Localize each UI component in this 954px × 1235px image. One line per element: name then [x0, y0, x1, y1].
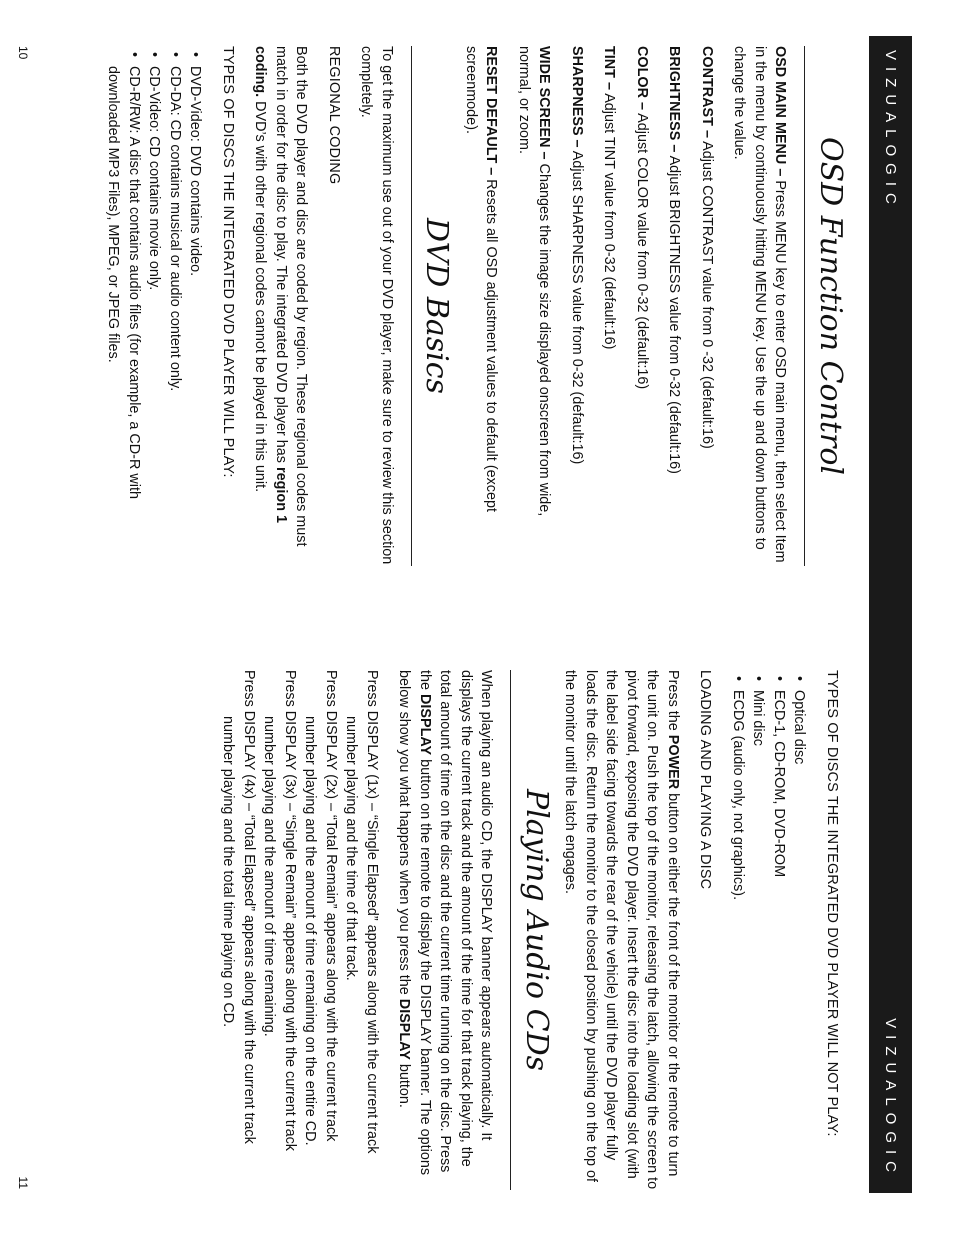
list-item: • CD-DA: CD contains musical or audio content only. [165, 66, 186, 566]
osd-item-brightness: BRIGHTNESS – Adjust BRIGHTNESS value from 0-32 (default:16) [666, 46, 683, 474]
left-page [0, 0, 954, 617]
loading-text: Press the POWER button on either the front of the monitor or the remote to turn the unit on. Push the top of the monitor, releasing the latch, allowing the screen to pivot forward, exposing the DVD player. Insert the disc into the loading slot (with the label side facing towards the rear of the vehicle) until the DVD player fully loads the disc. Return the monitor to the closed position by pushing on the top of the monitor until the latch engages. [562, 670, 681, 1190]
display-option-2x: Press DISPLAY (2x) – “Total Remain” appears along with the current track number playing and the amount of time remaining on the entire CD. [302, 670, 339, 1146]
osd-item-contrast: CONTRAST – Adjust CONTRAST value from 0 -32 (default:16) [699, 46, 715, 449]
heading-osd-function-control: OSD Function Control [805, 46, 843, 566]
heading-dvd-basics: DVD Basics [411, 46, 449, 566]
display-option-4x: Press DISPLAY (4x) – “Total Elapsed” appears along with the current track number playing and the total time playing on CD. [220, 670, 257, 1144]
page-number-left: 10 [16, 46, 30, 60]
list-item: • Mini disc [748, 690, 769, 1190]
audio-cd-text: When playing an audio CD, the DISPLAY banner appears automatically. It displays the current track and the amount of the time for that track playing, the total amount of time on the disc and the current time running on the disc. Press the DISPLAY button on the remote to display the DISPLAY banner. The options below show you what happens when you press the DISPLAY button. [396, 670, 495, 1176]
osd-item-sharpness: SHARPNESS – Adjust SHARPNESS value from 0-32 (default:16) [569, 46, 585, 465]
will-not-play-list [728, 670, 810, 1190]
osd-item-reset-default: RESET DEFAULT – Resets all OSD adjustment values to default (except screenmode). [463, 46, 500, 513]
osd-item-color: COLOR – Adjust COLOR value from 0-32 (default:16) [634, 46, 650, 390]
brand-banner-left: VIZUALOGIC [869, 36, 912, 617]
list-item: • DVD-Video: DVD contains video. [185, 66, 206, 566]
will-not-play-heading: TYPES OF DISCS THE INTEGRATED DVD PLAYER WILL NOT PLAY: [824, 670, 840, 1137]
page-number-right: 11 [16, 1176, 30, 1189]
will-play-list [103, 46, 206, 566]
list-item: • ECD-1, CD-ROM, DVD-ROM [769, 690, 790, 1190]
left-column [91, 46, 848, 566]
osd-item-wide-screen: WIDE SCREEN – Changes the image size displayed onscreen from wide, normal, or zoom. [516, 46, 553, 517]
list-item: • CD-Video: CD contains movie only. [144, 66, 165, 566]
osd-item-main-menu: OSD MAIN MENU – Press MENU key to enter OSD main menu, then select Item in the menu by continuously hitting MENU key. Use the up and down buttons to change the value. [731, 46, 789, 563]
list-item: • ECDG (audio only, not graphics). [728, 690, 749, 1190]
regional-coding-heading: REGIONAL CODING [326, 46, 342, 185]
osd-item-tint: TINT – Adjust TINT value from 0-32 (default:16) [601, 46, 618, 350]
regional-coding-text: Both the DVD player and disc are coded by region. These regional codes must match in order for the disc to play. The integrated DVD player has region 1 coding. DVD’s with other regional codes cannot be played in this unit. [252, 46, 310, 547]
list-item: • Optical disc [789, 690, 810, 1190]
dvd-basics-intro: To get the maximum use out of your DVD player, make sure to review this section completely. [358, 46, 395, 565]
brand-banner-right: VIZUALOGIC [869, 617, 912, 1193]
right-page [0, 617, 954, 1235]
display-option-3x: Press DISPLAY (3x) – “Single Remain” appears along with the current track number playing and the amount of time remaining. [261, 670, 298, 1151]
right-column [214, 670, 842, 1190]
will-play-heading: TYPES OF DISCS THE INTEGRATED DVD PLAYER WILL PLAY: [220, 46, 236, 478]
list-item: • CD-R/RW: A disc that contains audio files (for example, a CD-R with downloaded MP3 Files), MPEG, or JPEG files. [103, 66, 144, 566]
heading-playing-audio-cds: Playing Audio CDs [511, 670, 549, 1190]
display-options [218, 670, 382, 1190]
display-option-1x: Press DISPLAY (1x) – “Single Elapsed” appears along with the current track number playing and the time of that track. [343, 670, 380, 1154]
loading-heading: LOADING AND PLAYING A DISC [697, 670, 714, 890]
